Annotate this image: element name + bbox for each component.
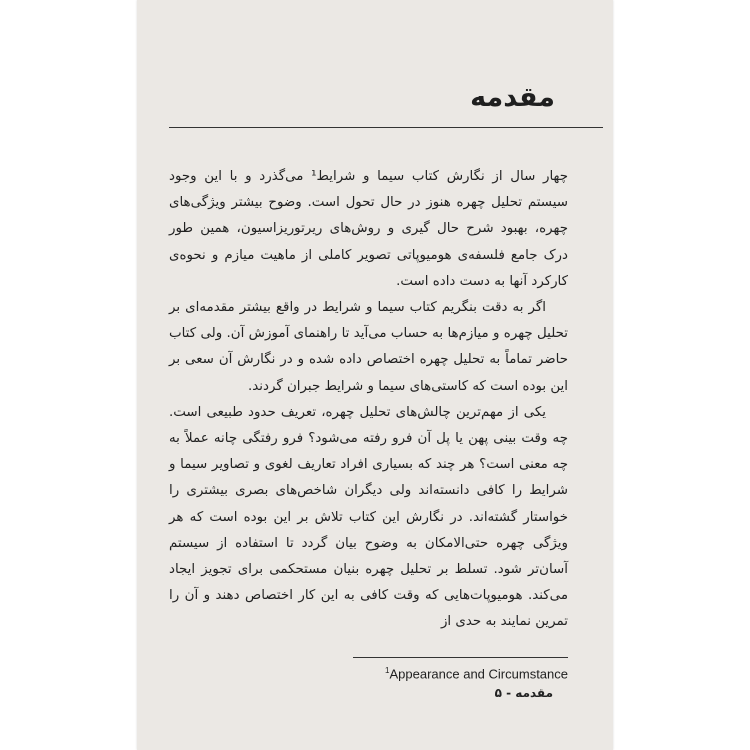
page-number: مقدمه - ۵ <box>494 686 553 700</box>
footnote-rule <box>353 657 568 658</box>
body-text <box>169 164 568 636</box>
chapter-heading: مقدمه <box>470 82 555 113</box>
footnote <box>385 666 568 681</box>
heading-rule <box>169 127 603 128</box>
footnote-text: Appearance and Circumstance <box>389 666 568 682</box>
footnote-marker: 1 <box>385 666 390 675</box>
paragraph-3: یکی از مهم‌ترین چالش‌های تحلیل چهره، تعریف حدود طبیعی است. چه وقت بینی پهن یا پل آن فرو رفته می‌شود؟ فرو رفتگی چانه عملاً به چه معنی است؟ هر چند که بسیاری افراد تعاریف لغوی و تصاویر سیما و شرایط را کافی دانسته‌اند ولی دیگران شاخص‌های بصری بیشتری را خواستار گشته‌اند. در نگارش این کتاب تلاش بر این بوده است که هر ویژگی چهره حتی‌الامکان به وضوح بیان گردد تا استفاده از سیستم آسان‌تر شود. تسلط بر تحلیل چهره بنیان مستحکمی برای تجویز ایجاد می‌کند. هومیوپات‌هایی که وقت کافی به این کار اختصاص دهند و آن را تمرین نمایند به حدی از <box>169 404 568 630</box>
paragraph-1: چهار سال از نگارش کتاب سیما و شرایط¹ می‌گذرد و با این وجود سیستم تحلیل چهره هنوز در حال تحول است. وضوح بیشتر ویژگی‌های چهره، بهبود شرح حال گیری و روش‌های ریرتوریزاسیون، همین طور درک جامع فلسفه‌ی هومیوپاتی تصویر کاملی از ماهیت میازم و نحوه‌ی کارکرد آنها به دست داده است. <box>169 169 568 289</box>
paragraph-2: اگر به دقت بنگریم کتاب سیما و شرایط در واقع بیشتر مقدمه‌ای بر تحلیل چهره و میازم‌ها به حساب می‌آید تا راهنمای آموزش آن. ولی کتاب حاضر تماماً به تحلیل چهره اختصاص داده شده و در نگارش آن سعی بر این بوده است که کاستی‌های سیما و شرایط جبران گردند. <box>169 300 568 394</box>
book-page <box>137 0 613 750</box>
